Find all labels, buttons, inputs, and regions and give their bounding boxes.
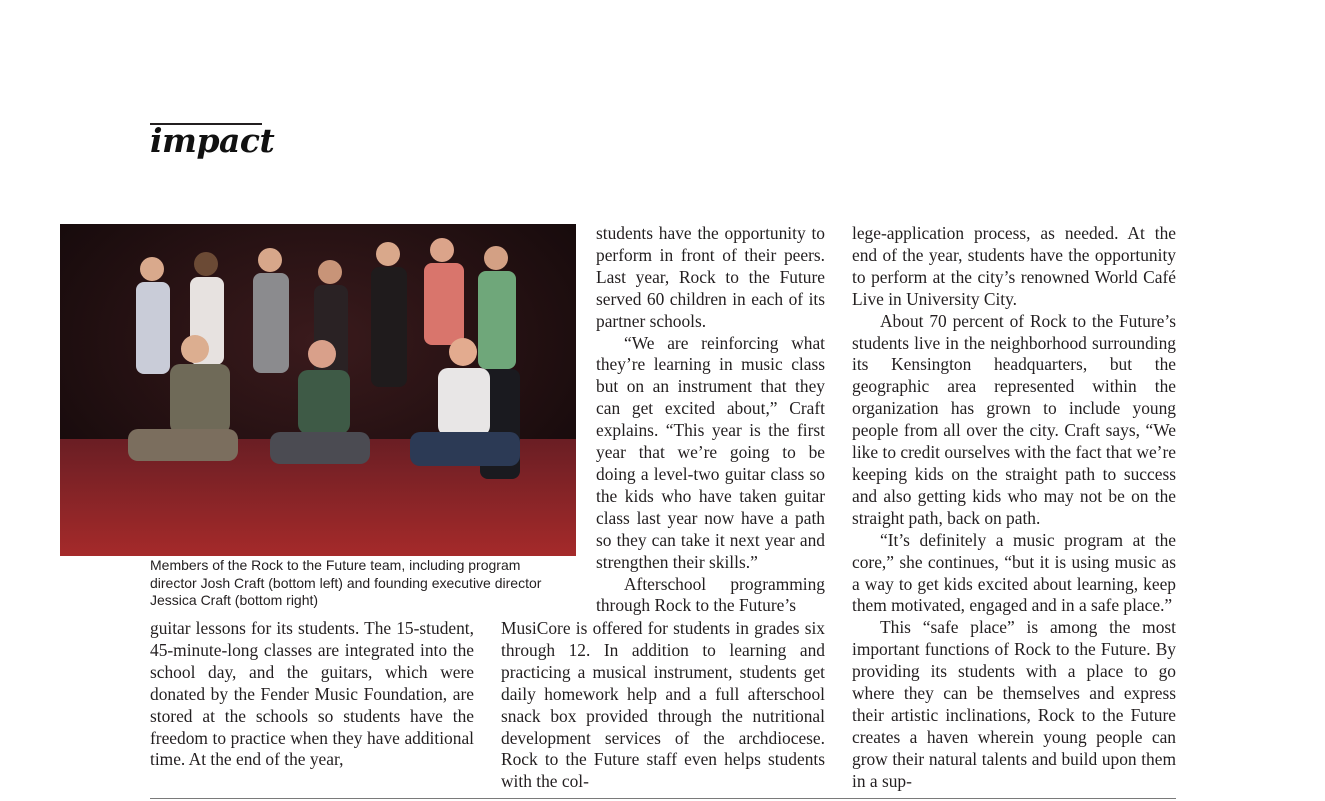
photo-caption: Members of the Rock to the Future team, including program director Josh Craft (bottom left) and founding executive director Jessica Craft (bottom right) bbox=[150, 557, 542, 608]
paragraph: MusiCore is offered for students in grades six through 12. In addition to learning and practicing a musical instrument, students get daily homework help and a full afterschool snack box provided through the nutritional development services of the archdiocese. Rock to the Future staff even helps students with the col- bbox=[501, 618, 825, 792]
paragraph: students have the opportunity to perform in front of their peers. Last year, Rock to the Future served 60 children in each of its partner schools. bbox=[596, 223, 825, 331]
team-photo bbox=[60, 224, 576, 556]
front-row-people bbox=[128, 335, 520, 466]
page-rule bbox=[150, 798, 1176, 799]
paragraph: guitar lessons for its students. The 15-student, 45-minute-long classes are integrated into the school day, and the guitars, which were donated by the Fender Music Foundation, are stored at the schools so students have the freedom to practice when they have additional time. At the end of the year, bbox=[150, 618, 474, 770]
paragraph: “We are reinforcing what they’re learning in music class but on an instrument that they can get excited about,” Craft explains. “This year is the first year that we’re going to be doing a level-two guitar class so the kids who have taken guitar class last year now have a path so they can take it next year and strengthen their skills.” bbox=[596, 332, 825, 572]
article-column-1 bbox=[150, 618, 474, 771]
paragraph: Afterschool programming through Rock to the Future’s bbox=[596, 573, 825, 616]
article-column-2-top bbox=[596, 223, 825, 617]
paragraph: This “safe place” is among the most important functions of Rock to the Future. By providing its students with a place to go where they can be themselves and express their artistic inclinations, Rock to the Future creates a haven wherein young people can grow their natural talents and build upon them in a sup- bbox=[852, 617, 1176, 791]
paragraph: lege-application process, as needed. At the end of the year, students have the opportunity to perform at the city’s renowned World Café Live in University City. bbox=[852, 223, 1176, 309]
paragraph: About 70 percent of Rock to the Future’s students live in the neighborhood surrounding its Kensington headquarters, but the geographic area represented within the organization has grown to include young people from all over the city. Craft says, “We like to credit ourselves with the fact that we’re keeping kids on the straight path to success and also getting kids who may not be on the straight path, back on path. bbox=[852, 310, 1176, 528]
section-label: impact bbox=[150, 121, 275, 160]
article-column-2-bottom bbox=[501, 618, 825, 793]
paragraph: “It’s definitely a music program at the core,” she continues, “but it is using music as a way to get kids excited about learning, keep them motivated, engaged and in a safe place.” bbox=[852, 529, 1176, 616]
article-column-3 bbox=[852, 223, 1176, 793]
